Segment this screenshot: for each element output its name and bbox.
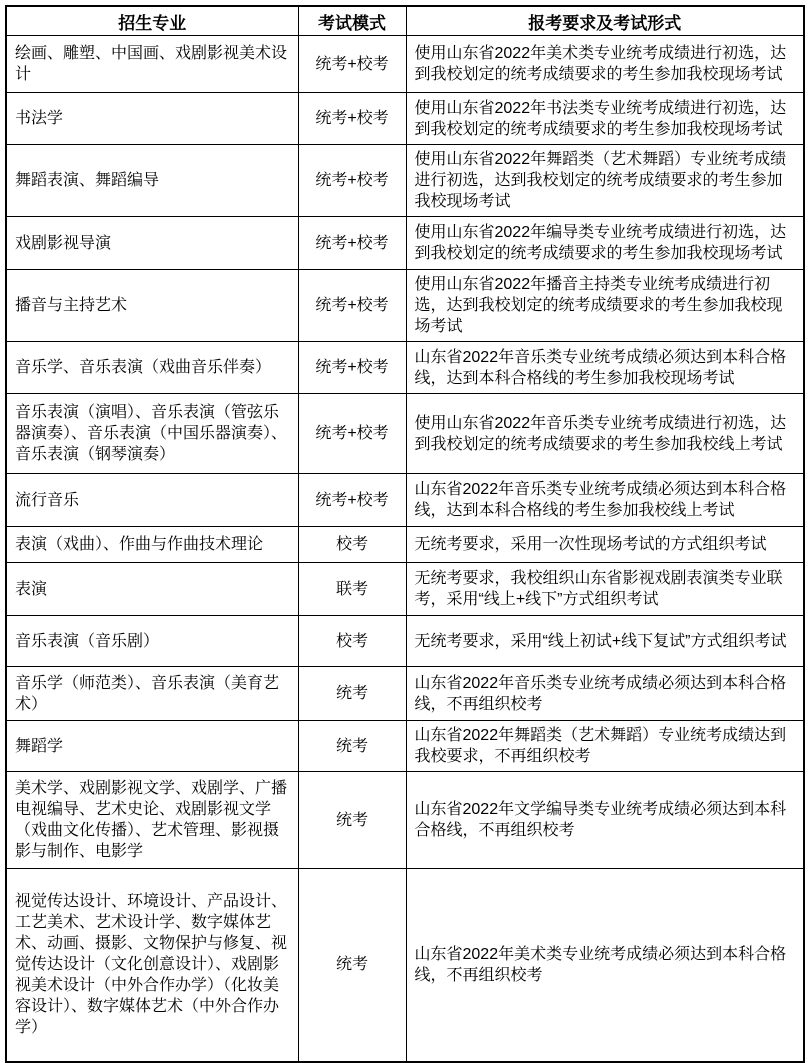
requirement-cell: 使用山东省2022年音乐类专业统考成绩进行初选，达到我校划定的统考成绩要求的考生参加我校线上考试: [406, 394, 804, 474]
requirement-cell: 无统考要求，采用“线上初试+线下复试”方式组织考试: [406, 616, 804, 667]
exam-mode-cell: 校考: [298, 616, 406, 667]
requirement-cell: 山东省2022年音乐类专业统考成绩必须达到本科合格线，不再组织校考: [406, 667, 804, 721]
major-cell: 流行音乐: [6, 474, 298, 527]
table-row: [6, 869, 804, 1062]
major-cell: 绘画、雕塑、中国画、戏剧影视美术设计: [6, 36, 298, 93]
exam-mode-cell: 统考: [298, 772, 406, 869]
table-row: [6, 667, 804, 721]
table-body: [6, 36, 804, 1062]
major-cell: 表演: [6, 563, 298, 616]
major-cell: 舞蹈表演、舞蹈编导: [6, 145, 298, 217]
table-row: [6, 721, 804, 772]
major-cell: 表演（戏曲）、作曲与作曲技术理论: [6, 527, 298, 563]
major-cell: 音乐学（师范类）、音乐表演（美育艺术）: [6, 667, 298, 721]
table-row: [6, 563, 804, 616]
requirement-cell: 使用山东省2022年舞蹈类（艺术舞蹈）专业统考成绩进行初选，达到我校划定的统考成绩要求的考生参加我校现场考试: [406, 145, 804, 217]
requirement-cell: 山东省2022年音乐类专业统考成绩必须达到本科合格线，达到本科合格线的考生参加我校现场考试: [406, 342, 804, 394]
major-cell: 播音与主持艺术: [6, 270, 298, 342]
major-cell: 音乐表演（演唱）、音乐表演（管弦乐器演奏）、音乐表演（中国乐器演奏）、音乐表演（钢琴演奏）: [6, 394, 298, 474]
exam-mode-cell: 统考: [298, 869, 406, 1062]
table-row: [6, 474, 804, 527]
major-cell: 戏剧影视导演: [6, 217, 298, 270]
col-header-major: 招生专业: [6, 6, 298, 36]
requirement-cell: 使用山东省2022年书法类专业统考成绩进行初选，达到我校划定的统考成绩要求的考生参加我校现场考试: [406, 93, 804, 145]
table-row: [6, 36, 804, 93]
exam-mode-cell: 统考+校考: [298, 342, 406, 394]
exam-mode-cell: 统考+校考: [298, 394, 406, 474]
exam-mode-cell: 统考+校考: [298, 93, 406, 145]
table-row: [6, 270, 804, 342]
requirement-cell: 使用山东省2022年编导类专业统考成绩进行初选，达到我校划定的统考成绩要求的考生参加我校现场考试: [406, 217, 804, 270]
exam-mode-cell: 统考: [298, 721, 406, 772]
table-row: [6, 93, 804, 145]
exam-mode-cell: 校考: [298, 527, 406, 563]
exam-mode-cell: 统考+校考: [298, 145, 406, 217]
exam-mode-cell: 统考+校考: [298, 270, 406, 342]
major-cell: 音乐表演（音乐剧）: [6, 616, 298, 667]
table-row: [6, 217, 804, 270]
exam-mode-cell: 统考+校考: [298, 217, 406, 270]
requirement-cell: 山东省2022年音乐类专业统考成绩必须达到本科合格线，达到本科合格线的考生参加我校线上考试: [406, 474, 804, 527]
requirement-cell: 使用山东省2022年播音主持类专业统考成绩进行初选，达到我校划定的统考成绩要求的考生参加我校现场考试: [406, 270, 804, 342]
exam-mode-cell: 统考: [298, 667, 406, 721]
exam-mode-cell: 统考+校考: [298, 474, 406, 527]
exam-mode-cell: 统考+校考: [298, 36, 406, 93]
major-cell: 音乐学、音乐表演（戏曲音乐伴奏）: [6, 342, 298, 394]
requirement-cell: 山东省2022年文学编导类专业统考成绩必须达到本科合格线，不再组织校考: [406, 772, 804, 869]
requirement-cell: 使用山东省2022年美术类专业统考成绩进行初选，达到我校划定的统考成绩要求的考生参加我校现场考试: [406, 36, 804, 93]
exam-mode-cell: 联考: [298, 563, 406, 616]
requirement-cell: 山东省2022年舞蹈类（艺术舞蹈）专业统考成绩达到我校要求，不再组织校考: [406, 721, 804, 772]
table-row: [6, 342, 804, 394]
table-row: [6, 616, 804, 667]
table-row: [6, 145, 804, 217]
major-cell: 书法学: [6, 93, 298, 145]
header-row: [6, 6, 804, 36]
col-header-exam-mode: 考试模式: [298, 6, 406, 36]
table-row: [6, 394, 804, 474]
requirement-cell: 无统考要求，我校组织山东省影视戏剧表演类专业联考，采用“线上+线下”方式组织考试: [406, 563, 804, 616]
enrollment-exam-table: [5, 5, 805, 1063]
requirement-cell: 无统考要求，采用一次性现场考试的方式组织考试: [406, 527, 804, 563]
major-cell: 视觉传达设计、环境设计、产品设计、工艺美术、艺术设计学、数字媒体艺术、动画、摄影、文物保护与修复、视觉传达设计（文化创意设计）、戏剧影视美术设计（中外合作办学）（化妆美容设计）、数字媒体艺术（中外合作办学）: [6, 869, 298, 1062]
major-cell: 美术学、戏剧影视文学、戏剧学、广播电视编导、艺术史论、戏剧影视文学（戏曲文化传播）、艺术管理、影视摄影与制作、电影学: [6, 772, 298, 869]
major-cell: 舞蹈学: [6, 721, 298, 772]
table-row: [6, 772, 804, 869]
requirement-cell: 山东省2022年美术类专业统考成绩必须达到本科合格线，不再组织校考: [406, 869, 804, 1062]
col-header-requirement: 报考要求及考试形式: [406, 6, 804, 36]
table-row: [6, 527, 804, 563]
